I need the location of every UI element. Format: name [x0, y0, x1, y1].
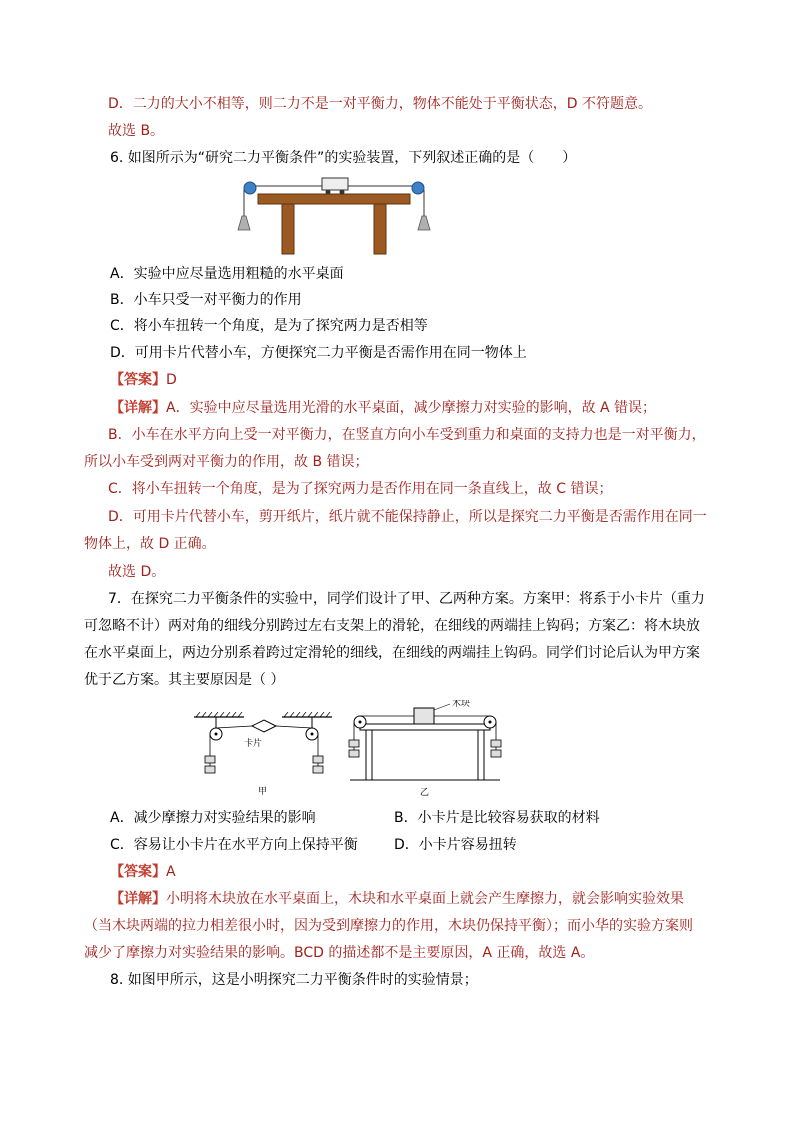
q7-detail-text: 小明将木块放在水平桌面上，木块和水平桌面上就会产生摩擦力，就会影响实验效果	[166, 891, 684, 907]
q6-answer-value: D	[166, 372, 177, 388]
q6-conclusion: 故选 D。	[108, 564, 166, 580]
q6-detail-line-2: B．小车在水平方向上受一对平衡力，在竖直方向小车受到重力和桌面的支持力也是一对平衡力，	[108, 427, 706, 443]
q7-figure-jia	[194, 712, 334, 798]
figure-jia-label: 甲	[258, 787, 268, 797]
card-label: 卡片	[244, 739, 263, 749]
q8-stem: 8. 如图甲所示，这是小明探究二力平衡条件时的实验情景；	[110, 972, 478, 988]
q7-answer-tag: 【答案】	[110, 864, 166, 880]
q7-option-c: C．容易让小卡片在水平方向上保持平衡	[110, 837, 358, 853]
q6-detail-line-1	[110, 398, 656, 418]
q6-answer-tag: 【答案】	[110, 372, 166, 388]
q5-conclusion: 故选 B。	[108, 123, 165, 139]
q7-answer-value: A	[166, 864, 176, 880]
q6-detail-line-4: C．将小车扭转一个角度，是为了探究两力是否作用在同一条直线上，故 C 错误；	[108, 481, 613, 497]
q6-detail-line-5: D．可用卡片代替小车，剪开纸片，纸片就不能保持静止，所以是探究二力平衡是否需作用在同一	[108, 509, 707, 525]
q6-apparatus-figure	[236, 176, 432, 256]
block-label: 木块	[452, 700, 471, 709]
q6-detail-line-3: 所以小车受到两对平衡力的作用，故 B 错误；	[84, 454, 369, 470]
q7-option-a: A．减少摩擦力对实验结果的影响	[110, 810, 316, 826]
q6-option-a: A．实验中应尽量选用粗糙的水平桌面	[110, 266, 344, 282]
q7-option-b: B．小卡片是比较容易获取的材料	[394, 810, 600, 826]
q7-figure-yi	[346, 700, 504, 798]
q7-detail-line-1	[110, 889, 684, 909]
q6-detail-text: A．实验中应尽量选用光滑的水平桌面，减少摩擦力对实验的影响，故 A 错误；	[166, 400, 657, 416]
q7-detail-tag: 【详解】	[110, 891, 166, 907]
q7-stem-line-3: 在水平桌面上，两边分别系着跨过定滑轮的细线，在细线的两端挂上钩码。同学们讨论后认为甲方案	[84, 645, 700, 661]
q6-stem: 6. 如图所示为“研究二力平衡条件”的实验装置，下列叙述正确的是（ ）	[110, 150, 577, 166]
q7-stem-line-2: 可忽略不计）两对角的细线分别跨过左右支架上的滑轮，在细线的两端挂上钩码；方案乙：将木块放	[84, 618, 700, 634]
q6-detail-line-6: 物体上，故 D 正确。	[84, 536, 216, 552]
q6-option-c: C．将小车扭转一个角度，是为了探究两力是否相等	[110, 318, 428, 334]
q7-stem-line-4: 优于乙方案。其主要原因是（ ）	[84, 672, 285, 688]
q7-stem-line-1: 7．在探究二力平衡条件的实验中，同学们设计了甲、乙两种方案。方案甲：将系于小卡片（重力	[108, 591, 705, 607]
q6-option-d: D．可用卡片代替小车，方便探究二力平衡是否需作用在同一物体上	[110, 345, 527, 361]
q6-option-b: B．小车只受一对平衡力的作用	[110, 292, 302, 308]
figure-yi-label: 乙	[420, 788, 430, 798]
q7-option-d: D．小卡片容易扭转	[394, 837, 517, 853]
q6-answer	[110, 370, 177, 390]
q5-option-d: D．二力的大小不相等，则二力不是一对平衡力，物体不能处于平衡状态，D 不符题意。	[108, 96, 653, 112]
q6-detail-tag: 【详解】	[110, 400, 166, 416]
q7-answer	[110, 862, 176, 882]
q7-detail-line-2: （当木块两端的拉力相差很小时，因为受到摩擦力的作用，木块仍保持平衡）；而小华的实验方案则	[84, 918, 693, 934]
q7-detail-line-3: 减少了摩擦力对实验结果的影响。BCD 的描述都不是主要原因，A 正确，故选 A。	[84, 945, 595, 961]
